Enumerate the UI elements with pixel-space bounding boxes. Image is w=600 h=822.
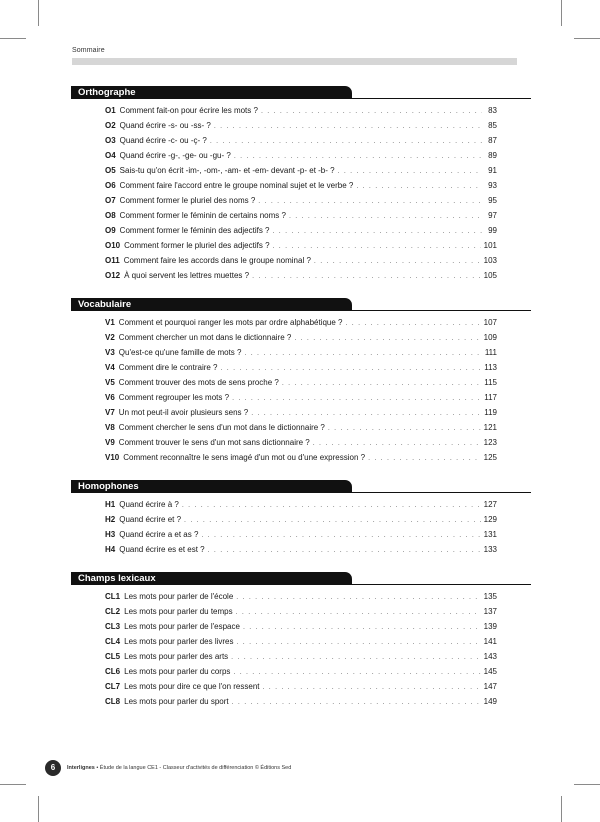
entry-page: 145 — [483, 667, 497, 676]
entry-code: O5 — [105, 166, 116, 175]
dot-leader — [231, 650, 480, 665]
entry-code: O4 — [105, 151, 116, 160]
entry-page: 93 — [488, 181, 497, 190]
entry-page: 95 — [488, 196, 497, 205]
entry-title: Comment trouver le sens d'un mot sans dictionnaire ? — [118, 438, 310, 447]
crop-mark — [38, 0, 39, 26]
dot-leader — [234, 149, 482, 164]
crop-mark — [561, 796, 562, 822]
entry-code: CL6 — [105, 667, 121, 676]
dot-leader — [210, 134, 482, 149]
entry-page: 143 — [483, 652, 497, 661]
footer-caption: • Étude de la langue CE1 - Classeur d'activités de différenciation © Éditions Sed — [94, 765, 292, 771]
entry-page: 101 — [483, 241, 497, 250]
entry-page: 141 — [483, 637, 497, 646]
entry-page: 111 — [484, 348, 497, 357]
dot-leader — [338, 164, 482, 179]
toc-section — [78, 572, 497, 709]
entry-page: 135 — [483, 592, 497, 601]
toc-entry[interactable] — [105, 223, 497, 238]
entry-code: CL3 — [105, 622, 121, 631]
toc-entry[interactable] — [105, 450, 497, 465]
entry-page: 109 — [483, 333, 497, 342]
toc-entry[interactable] — [105, 664, 497, 679]
entry-title: Comment reconnaître le sens imagé d'un mot ou d'une expression ? — [123, 453, 366, 462]
toc-entry[interactable] — [105, 649, 497, 664]
section-title: Homophones — [71, 480, 352, 493]
toc-entry[interactable] — [105, 512, 497, 527]
entry-code: CL2 — [105, 607, 121, 616]
entry-code: O2 — [105, 121, 116, 130]
entry-title: Les mots pour parler des livres — [124, 637, 234, 646]
toc-entry[interactable] — [105, 193, 497, 208]
section-rule — [71, 98, 531, 99]
footer-brand: Interlignes — [67, 765, 95, 771]
entry-title: Les mots pour parler de l'espace — [124, 622, 240, 631]
dot-leader — [314, 254, 481, 269]
entry-code: V10 — [105, 453, 120, 462]
toc-entry[interactable] — [105, 315, 497, 330]
crop-mark — [561, 0, 562, 26]
entry-page: 105 — [483, 271, 497, 280]
entry-page: 117 — [484, 393, 497, 402]
dot-leader — [294, 331, 480, 346]
dot-leader — [214, 119, 482, 134]
toc-section — [78, 86, 497, 283]
crop-mark — [0, 38, 26, 39]
entry-page: 127 — [483, 500, 497, 509]
entry-title: Quand écrire -g-, -ge- ou -gu- ? — [119, 151, 231, 160]
entry-page: 89 — [488, 151, 497, 160]
entry-code: H1 — [105, 500, 116, 509]
entry-page: 123 — [483, 438, 497, 447]
entry-title: Sais-tu qu'on écrit -im-, -om-, -am- et -em- devant -p- et -b- ? — [119, 166, 335, 175]
toc-entry[interactable] — [105, 435, 497, 450]
dot-leader — [313, 436, 481, 451]
dot-leader — [184, 513, 481, 528]
entry-title: Comment fait-on pour écrire les mots ? — [119, 106, 258, 115]
entry-page: 137 — [483, 607, 497, 616]
entry-page: 131 — [483, 530, 497, 539]
toc-entry[interactable] — [105, 375, 497, 390]
toc-section — [78, 480, 497, 557]
toc-entry[interactable] — [105, 345, 497, 360]
dot-leader — [263, 680, 481, 695]
entry-code: V2 — [105, 333, 115, 342]
entry-title: Quand écrire et ? — [119, 515, 182, 524]
entry-page: 107 — [483, 318, 497, 327]
dot-leader — [368, 451, 481, 466]
entry-code: CL1 — [105, 592, 121, 601]
entry-title: Qu'est-ce qu'une famille de mots ? — [118, 348, 242, 357]
entry-code: CL7 — [105, 682, 121, 691]
entry-code: V5 — [105, 378, 115, 387]
toc-entry[interactable] — [105, 694, 497, 709]
page-number-badge: 6 — [45, 760, 61, 776]
dot-leader — [232, 391, 481, 406]
toc-entry[interactable] — [105, 634, 497, 649]
entry-title: Les mots pour dire ce que l'on ressent — [124, 682, 260, 691]
entry-title: Un mot peut-il avoir plusieurs sens ? — [118, 408, 249, 417]
section-header — [71, 86, 497, 99]
entry-title: Comment dire le contraire ? — [118, 363, 218, 372]
dot-leader — [282, 376, 481, 391]
entry-page: 119 — [484, 408, 497, 417]
dot-leader — [232, 695, 481, 710]
section-rule — [71, 584, 531, 585]
entry-code: V7 — [105, 408, 115, 417]
footer-text — [67, 765, 291, 771]
dot-leader — [345, 316, 480, 331]
toc-entry[interactable] — [105, 420, 497, 435]
entry-page: 113 — [484, 363, 497, 372]
entry-code: H3 — [105, 530, 116, 539]
entry-page: 121 — [483, 423, 497, 432]
toc-entry[interactable] — [105, 103, 497, 118]
entry-title: Comment former le pluriel des adjectifs ? — [124, 241, 270, 250]
entry-page: 91 — [488, 166, 497, 175]
entry-title: Quand écrire a et as ? — [119, 530, 199, 539]
entry-page: 83 — [488, 106, 497, 115]
entry-title: Les mots pour parler du sport — [124, 697, 229, 706]
entry-title: Comment faire l'accord entre le groupe nominal sujet et le verbe ? — [119, 181, 354, 190]
entry-page: 103 — [483, 256, 497, 265]
entry-title: Comment chercher le sens d'un mot dans le dictionnaire ? — [118, 423, 325, 432]
section-title: Vocabulaire — [71, 298, 352, 311]
dot-leader — [356, 179, 482, 194]
dot-leader — [208, 543, 481, 558]
toc-entry[interactable] — [105, 238, 497, 253]
toc-entry[interactable] — [105, 390, 497, 405]
section-title: Orthographe — [71, 86, 352, 99]
entry-page: 99 — [488, 226, 497, 235]
toc-entry[interactable] — [105, 178, 497, 193]
toc-entry[interactable] — [105, 679, 497, 694]
entry-code: CL5 — [105, 652, 121, 661]
entry-page: 97 — [488, 211, 497, 220]
entry-code: H4 — [105, 545, 116, 554]
entry-title: Quand écrire es et est ? — [119, 545, 205, 554]
entry-code: V3 — [105, 348, 115, 357]
toc-entry[interactable] — [105, 163, 497, 178]
entry-title: Comment former le pluriel des noms ? — [119, 196, 256, 205]
entry-title: Les mots pour parler du temps — [124, 607, 233, 616]
toc-entry[interactable] — [105, 253, 497, 268]
toc-entry[interactable] — [105, 542, 497, 557]
footer — [45, 760, 291, 776]
dot-leader — [236, 605, 481, 620]
section-header — [71, 298, 497, 311]
entry-code: H2 — [105, 515, 116, 524]
toc-section — [78, 298, 497, 465]
entry-code: O8 — [105, 211, 116, 220]
entry-code: O9 — [105, 226, 116, 235]
dot-leader — [273, 239, 481, 254]
dot-leader — [261, 104, 482, 119]
dot-leader — [233, 665, 480, 680]
entry-page: 133 — [483, 545, 497, 554]
entry-code: V6 — [105, 393, 115, 402]
toc-entry[interactable] — [105, 268, 497, 283]
entry-code: CL4 — [105, 637, 121, 646]
toc-entry[interactable] — [105, 405, 497, 420]
entry-title: Comment trouver des mots de sens proche ? — [118, 378, 279, 387]
crop-mark — [574, 38, 600, 39]
dot-leader — [258, 194, 482, 209]
dot-leader — [289, 209, 482, 224]
entry-title: Quand écrire -s- ou -ss- ? — [119, 121, 211, 130]
toc-entry[interactable] — [105, 118, 497, 133]
entry-title: Les mots pour parler de l'école — [124, 592, 234, 601]
entry-code: O7 — [105, 196, 116, 205]
entry-page: 129 — [483, 515, 497, 524]
entry-code: V9 — [105, 438, 115, 447]
toc-entry[interactable] — [105, 589, 497, 604]
toc-entry[interactable] — [105, 148, 497, 163]
toc-entry[interactable] — [105, 360, 497, 375]
dot-leader — [237, 635, 481, 650]
toc-entry[interactable] — [105, 619, 497, 634]
dot-leader — [236, 590, 480, 605]
entry-code: O10 — [105, 241, 121, 250]
section-rule — [71, 310, 531, 311]
dot-leader — [201, 528, 480, 543]
entry-page: 125 — [483, 453, 497, 462]
entry-title: Comment chercher un mot dans le dictionnaire ? — [118, 333, 292, 342]
entry-title: Comment faire les accords dans le groupe nominal ? — [123, 256, 311, 265]
dot-leader — [328, 421, 481, 436]
entry-page: 139 — [483, 622, 497, 631]
entry-code: O1 — [105, 106, 116, 115]
entry-title: Les mots pour parler du corps — [124, 667, 231, 676]
dot-leader — [221, 361, 482, 376]
dot-leader — [251, 406, 481, 421]
toc-entry[interactable] — [105, 604, 497, 619]
entry-title: Comment regrouper les mots ? — [118, 393, 230, 402]
entry-title: Quand écrire -c- ou -ç- ? — [119, 136, 207, 145]
crop-mark — [0, 784, 26, 785]
crop-mark — [38, 796, 39, 822]
dot-leader — [243, 620, 481, 635]
entry-code: V8 — [105, 423, 115, 432]
table-of-contents — [78, 86, 497, 724]
dot-leader — [252, 269, 481, 284]
entry-title: Les mots pour parler des arts — [124, 652, 229, 661]
section-rule — [71, 492, 531, 493]
header-label: Sommaire — [72, 47, 105, 54]
entry-page: 85 — [488, 121, 497, 130]
toc-entry[interactable] — [105, 497, 497, 512]
crop-mark — [574, 784, 600, 785]
toc-entry[interactable] — [105, 133, 497, 148]
entry-page: 149 — [483, 697, 497, 706]
dot-leader — [244, 346, 481, 361]
entry-page: 147 — [483, 682, 497, 691]
entry-code: O12 — [105, 271, 121, 280]
entry-code: O11 — [105, 256, 120, 265]
section-header — [71, 480, 497, 493]
entry-title: À quoi servent les lettres muettes ? — [124, 271, 250, 280]
entry-code: V4 — [105, 363, 115, 372]
entry-title: Quand écrire à ? — [119, 500, 179, 509]
section-header — [71, 572, 497, 585]
dot-leader — [273, 224, 482, 239]
entry-title: Comment former le féminin de certains noms ? — [119, 211, 286, 220]
entry-page: 87 — [488, 136, 497, 145]
entry-code: V1 — [105, 318, 115, 327]
toc-entry[interactable] — [105, 330, 497, 345]
entry-code: O3 — [105, 136, 116, 145]
toc-entry[interactable] — [105, 208, 497, 223]
entry-page: 115 — [484, 378, 497, 387]
entry-title: Comment former le féminin des adjectifs ? — [119, 226, 270, 235]
entry-title: Comment et pourquoi ranger les mots par ordre alphabétique ? — [118, 318, 343, 327]
dot-leader — [182, 498, 481, 513]
entry-code: CL8 — [105, 697, 121, 706]
header-bar — [72, 58, 517, 65]
entry-code: O6 — [105, 181, 116, 190]
toc-entry[interactable] — [105, 527, 497, 542]
section-title: Champs lexicaux — [71, 572, 352, 585]
